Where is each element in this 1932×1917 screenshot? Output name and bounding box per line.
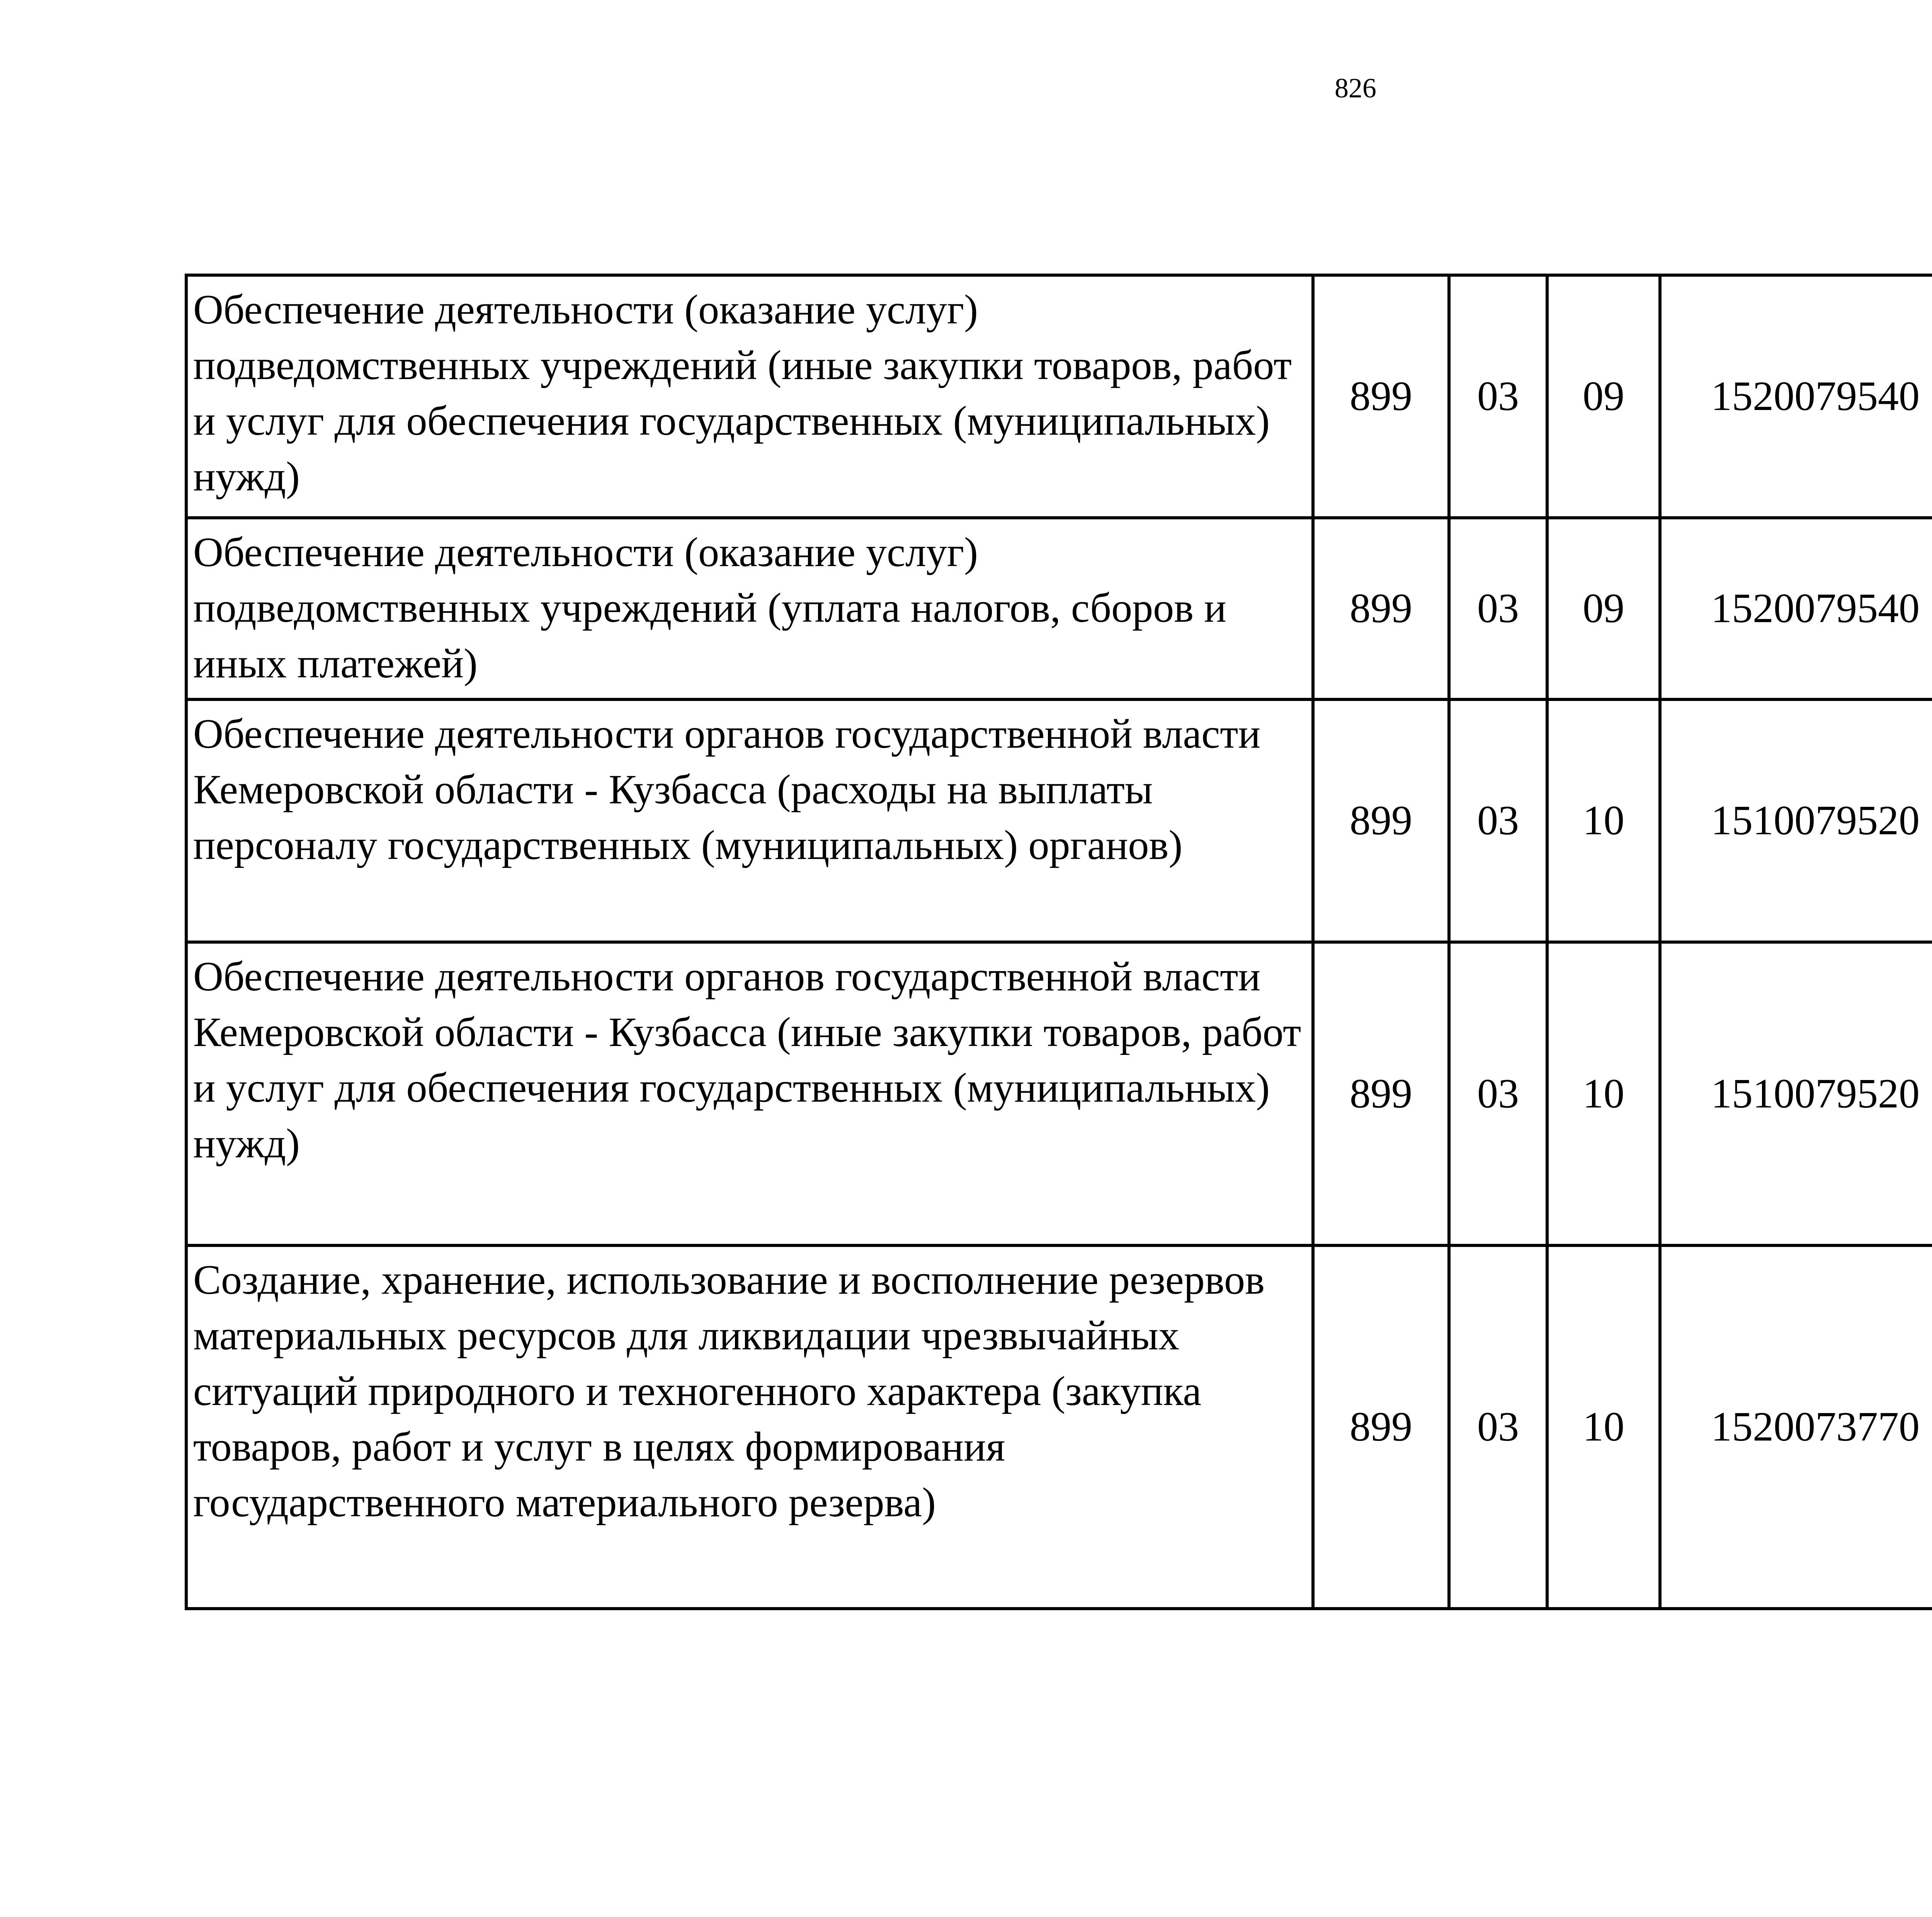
target-article-cell: 1510079520	[1660, 942, 1932, 1245]
ministry-code-cell: 899	[1313, 699, 1449, 942]
target-article-cell: 1520079540	[1660, 518, 1932, 699]
subsection-code-cell: 09	[1547, 518, 1660, 699]
table-row	[186, 1245, 1932, 1609]
ministry-code-cell: 899	[1313, 275, 1449, 518]
section-code-cell: 03	[1449, 699, 1547, 942]
target-article-cell: 1520079540	[1660, 275, 1932, 518]
subsection-code-cell: 09	[1547, 275, 1660, 518]
ministry-code-cell: 899	[1313, 942, 1449, 1245]
description-cell: Обеспечение деятельности (оказание услуг) подведомственных учреждений (иные закупки товаров, работ и услуг для обеспечения государственных (муниципальных) нужд)	[186, 275, 1313, 518]
section-code-cell: 03	[1449, 942, 1547, 1245]
table-row	[186, 518, 1932, 699]
ministry-code-cell: 899	[1313, 518, 1449, 699]
description-cell: Обеспечение деятельности (оказание услуг) подведомственных учреждений (уплата налогов, сборов и иных платежей)	[186, 518, 1313, 699]
table-row	[186, 275, 1932, 518]
page-number: 826	[1335, 73, 1376, 104]
ministry-code-cell: 899	[1313, 1245, 1449, 1609]
description-cell: Создание, хранение, использование и восполнение резервов материальных ресурсов для ликвидации чрезвычайных ситуаций природного и техногенного характера (закупка товаров, работ и услуг в целях формирования государственного материального резерва)	[186, 1245, 1313, 1609]
target-article-cell: 1520073770	[1660, 1245, 1932, 1609]
section-code-cell: 03	[1449, 518, 1547, 699]
table-row	[186, 699, 1932, 942]
section-code-cell: 03	[1449, 1245, 1547, 1609]
description-cell: Обеспечение деятельности органов государственной власти Кемеровской области - Кузбасса (иные закупки товаров, работ и услуг для обеспечения государственных (муниципальных) нужд)	[186, 942, 1313, 1245]
description-cell: Обеспечение деятельности органов государственной власти Кемеровской области - Кузбасса (расходы на выплаты персоналу государственных (муниципальных) органов)	[186, 699, 1313, 942]
subsection-code-cell: 10	[1547, 1245, 1660, 1609]
subsection-code-cell: 10	[1547, 942, 1660, 1245]
target-article-cell: 1510079520	[1660, 699, 1932, 942]
budget-table	[185, 274, 1932, 1610]
section-code-cell: 03	[1449, 275, 1547, 518]
subsection-code-cell: 10	[1547, 699, 1660, 942]
table-row	[186, 942, 1932, 1245]
